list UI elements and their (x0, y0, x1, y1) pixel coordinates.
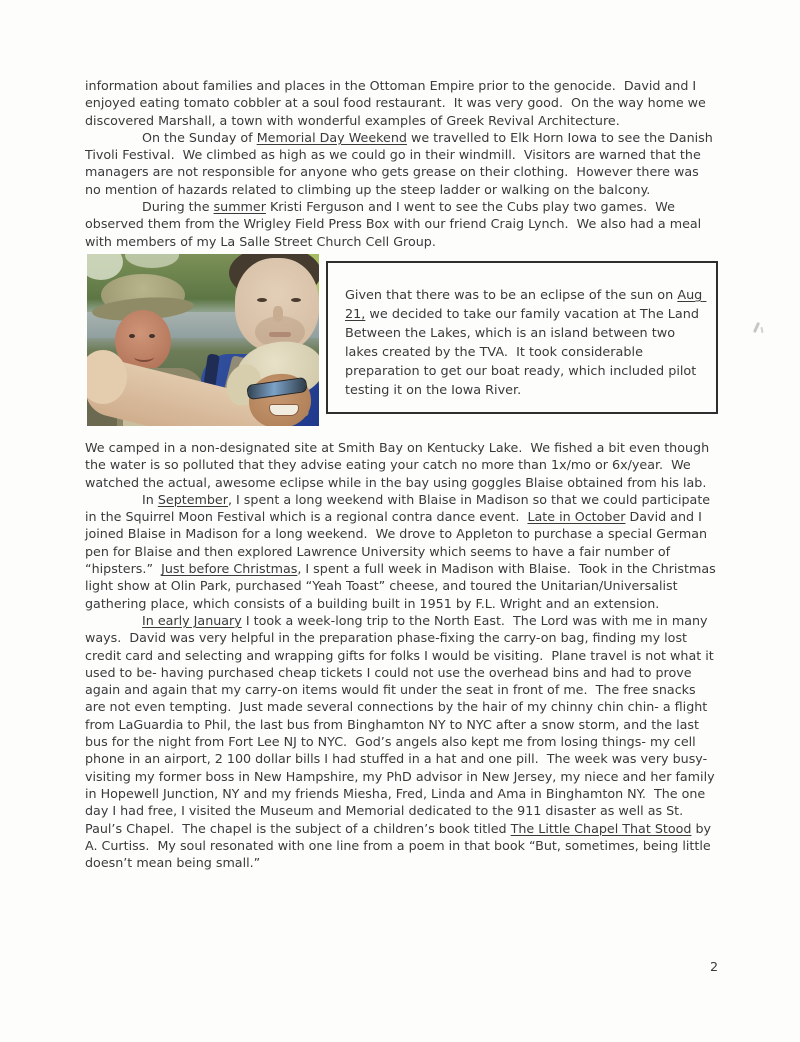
paragraph (85, 491, 718, 612)
text-run: On the Sunday of (142, 129, 257, 145)
letter-body (85, 77, 718, 871)
sky-gap (125, 254, 179, 268)
text-run: We camped in a non-designated site at Smith Bay on Kentucky Lake. We fished a bit even though the water is so polluted that they advise eating your catch no more than 1x/mo or 6x/year. We watched the actual, awesome eclipse while in the bay using goggles Blaise obtained from his lab. (85, 439, 714, 490)
center-man-nose (273, 306, 283, 322)
text-run: by A. Curtiss. My soul resonated with one line from a poem in that book “But, sometimes, being little doesn’t mean being small.” (85, 820, 716, 871)
left-man-eye (149, 334, 155, 338)
paragraph (85, 129, 718, 198)
vacation-selfie-photo (87, 254, 319, 426)
underlined-phrase: summer (213, 199, 266, 215)
left-man-smile (134, 352, 154, 362)
sky-gap (87, 254, 123, 280)
paragraph (85, 77, 718, 129)
text-run: I took a week-long trip to the North East. The Lord was with me in many ways. David was very helpful in the preparation phase-fixing the carry-on bag, finding my lost credit card and selecting and wrapping gifts for folks I would be visiting. Plane travel is not what it used to be- having purchased cheap tickets I could not use the overhead bins and had to prove again and again that my carry-on items would fit under the seat in front of me. The free snacks are not even tempting. Just made several connections by the hair of my chinny chin chin- a flight from LaGuardia to Phil, the last bus from Binghamton NY to NYC after a snow storm, and the last bus for the night from Fort Lee NJ to NYC. God’s angels also kept me from losing things- my cell phone in an airport, 2 100 dollar bills I had stuffed in a hat and one pill. The week was very busy- visiting my former boss in New Hampshire, my PhD advisor in New Jersey, my niece and her family in Hopewell Junction, NY and my friends Miesha, Fred, Linda and Ama in Binghamton NY. The one day I had free, I visited the Museum and Memorial dedicated to the 911 disaster as well as St. Paul’s Chapel. The chapel is the subject of a children’s book titled (85, 612, 719, 836)
scan-smudge (760, 327, 763, 333)
underlined-phrase: Late in October (527, 509, 626, 525)
underlined-phrase: The Little Chapel That Stood (510, 820, 692, 836)
photo-and-callout-row (87, 254, 718, 426)
center-man-eye (257, 298, 267, 302)
underlined-phrase: Aug 21, (345, 287, 707, 322)
text-run: David and I joined Blaise in Madison for a long weekend. We drove to Appleton to purchase a special German pen for Blaise and then explored Lawrence University which seems to have a fair number of “hipsters.” (85, 509, 712, 577)
text-run: we decided to take our family vacation at The Land Between the Lakes, which is an island between two lakes created by the TVA. It took considerable preparation to get our boat ready, which included pilot testing it on the Iowa River. (345, 306, 704, 398)
text-run: During the (142, 199, 214, 215)
underlined-phrase: September (157, 491, 228, 507)
scan-smudge (753, 322, 760, 333)
page-number: 2 (710, 959, 719, 974)
paragraph-group-after-figure (85, 439, 718, 871)
text-run: information about families and places in the Ottoman Empire prior to the genocide. David and I enjoyed eating tomato cobbler at a soul food restaurant. It was very good. On the way home we discovered Marshall, a town with wonderful examples of Greek Revival Architecture. (85, 78, 710, 128)
text-run: , I spent a full week in Madison with Blaise. Took in the Christmas light show at Olin Park, purchased “Yeah Toast” cheese, and toured the Unitarian/Universalist gathering place, which consists of a building built in 1951 by F.L. Wright and an extension. (85, 561, 720, 611)
paragraph (85, 612, 718, 871)
text-run: we travelled to Elk Horn Iowa to see the Danish Tivoli Festival. We climbed as high as we could go in their windmill. Visitors are warned that the managers are not responsible for anyone who gets grease on their clothing. However there was no mention of hazards related to climbing up the steep ladder or walking on the balcony. (85, 129, 717, 197)
underlined-phrase: Just before Christmas (161, 561, 298, 577)
paragraph-group-before-figure (85, 77, 718, 250)
text-run: , I spent a long weekend with Blaise in Madison so that we could participate in the Squirrel Moon Festival which is a regional contra dance event. (85, 491, 715, 525)
center-man-mouth (269, 332, 291, 337)
underlined-phrase: In early January (142, 612, 242, 628)
left-man-eye (129, 334, 135, 338)
underlined-phrase: Memorial Day Weekend (256, 129, 407, 145)
center-man-eye (291, 298, 301, 302)
text-run: Kristi Ferguson and I went to see the Cubs play two games. We observed them from the Wrigley Field Press Box with our friend Craig Lynch. We also had a meal with members of my La Salle Street Church Cell Group. (85, 199, 706, 249)
callout-box (326, 261, 718, 414)
paragraph (85, 439, 718, 491)
text-run: Given that there was to be an eclipse of the sun on (345, 287, 678, 303)
paragraph (85, 198, 718, 250)
text-run: In (142, 491, 158, 507)
woman-smile (269, 404, 299, 416)
